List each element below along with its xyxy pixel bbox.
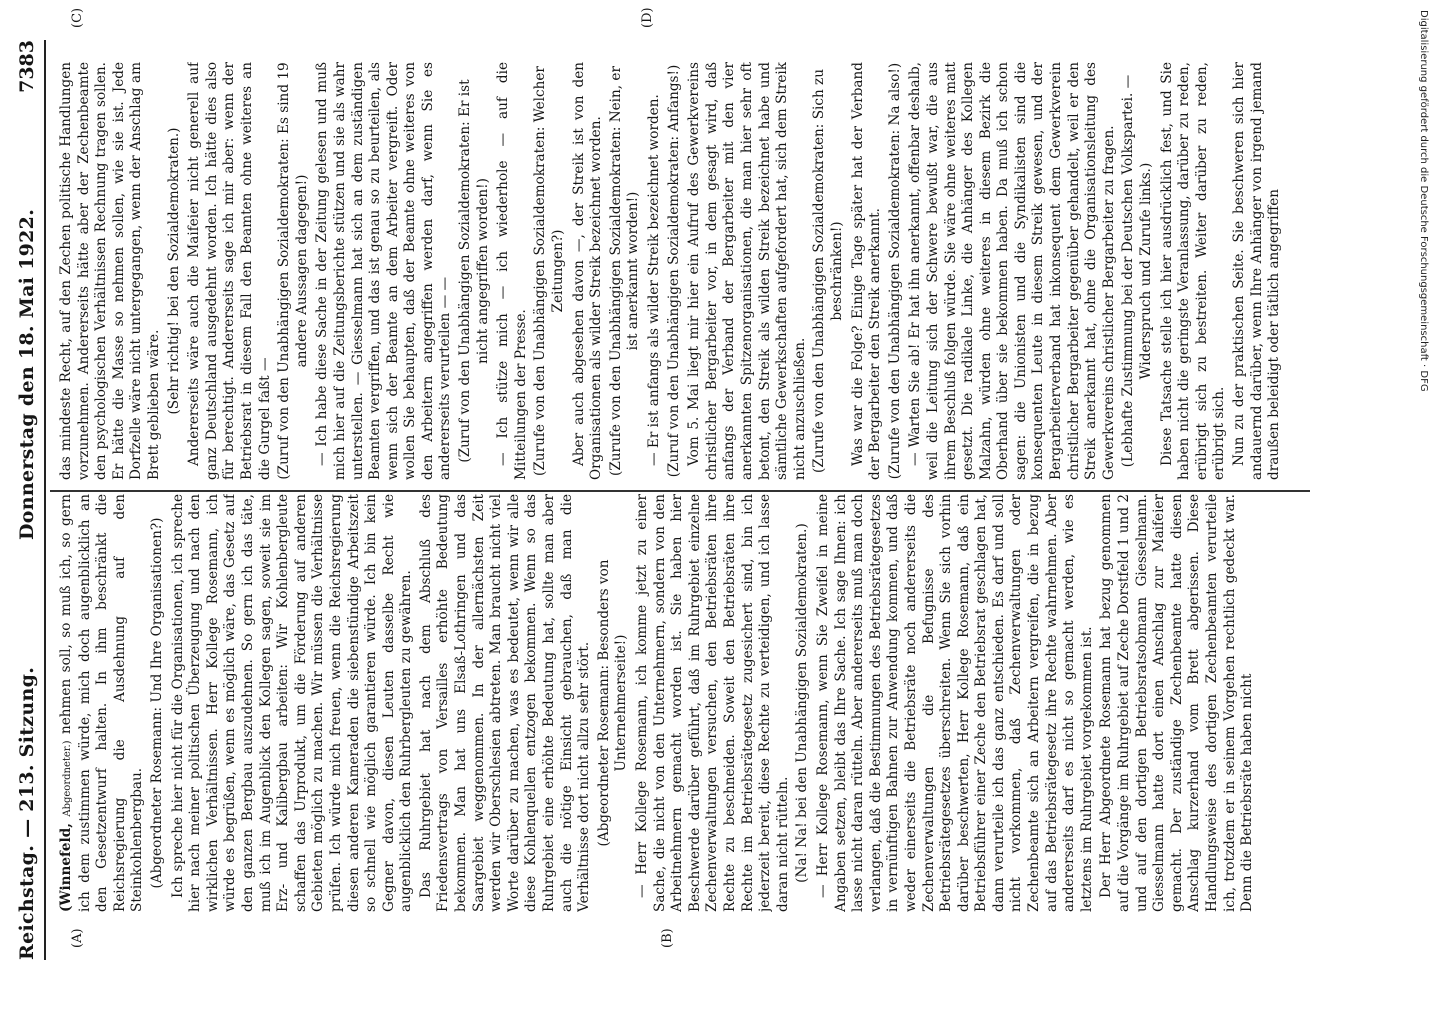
paragraph: Was war die Folge? Einige Tage später hat der Verband der Bergarbeiter den Streik anerkannt. <box>849 62 884 480</box>
paragraph: Ich spreche hier nicht für die Organisationen, ich spreche hier nach meiner politischen Überzeugung und nach den wirklichen Verhältnissen. Herr Kollege Rosemann, ich würde es begrüßen, wenn es möglich wäre, das Gesetz auf den ganzen Bergbau auszudehnen. So gern ich das täte, muß ich im Augenblick den Kollegen sagen, soweit sie im Erz- und Kalibergbau arbeiten: Wir Kohlenbergleute schaffen das Urprodukt, um die Förderung auf anderen Gebieten möglich zu machen. Wir müssen die Verhältnisse prüfen. Ich würde mich freuen, wenn die Reichsregierung diesen anderen Kameraden die siebenstündige Arbeitszeit so schnell wie möglich garantieren würde. Ich bin kein Gegner davon, diesen Leuten dasselbe Recht wie augenblicklich den Ruhrbergleuten zu gewähren. <box>169 494 415 912</box>
interjection: (Abgeordneter Rosemann: Und Ihre Organisationen?) <box>148 517 165 889</box>
paragraph: — Herr Kollege Rosemann, wenn Sie Zweifel in meine Angaben setzen, bleibt das Ihre Sache. Ich sage Ihnen: ich lasse nicht daran rütteln. Aber andererseits muß man doch verlangen, daß die Bestimmungen des Betriebsrätegesetzes in vernünftigen Bahnen zur Anwendung kommen, und daß weder einerseits die Betriebsräte noch andererseits die Zechenverwaltungen die Befugnisse des Betriebsrätegesetzes überschreiten. Wenn Sie sich vorhin darüber beschwerten, Herr Kollege Rosemann, daß ein Betriebsführer einer Zeche den Betriebsrat geschlagen hat, dann verurteile ich das ganz entschieden. Es darf und soll nicht vorkommen, daß Zechenverwaltungen oder Zechenbeamte sich an Arbeitern vergreifen, die in bezug auf das Betriebsrätegesetz ihre Rechte wahrnehmen. Aber andererseits darf es nicht so gemacht werden, wie es letztens im Ruhrgebiet vorgekommen ist. <box>814 494 1095 912</box>
paragraph: Diese Tatsache stelle ich hier ausdrücklich fest, und Sie haben nicht die geringste Veranlassung, darüber zu reden, erübrigt sich zu bestreiten. Weiter darüber zu reden, erübrigt sich. <box>1158 62 1228 480</box>
speaker-name: (Winnefeld, <box>58 823 74 912</box>
speaker-note: Abgeordneter.) <box>62 740 73 817</box>
paragraph: — Herr Kollege Rosemann, ich komme jetzt zu einer Sache, die nicht von den Unternehmern, sondern von den Arbeitnehmern gemacht worden ist. Sie haben hier Beschwerde darüber geführt, daß im Ruhrgebiet einzelne Zechenverwaltungen versuchen, den Betriebsräten ihre Rechte zu beschneiden. Soweit den Betriebsräten ihre Rechte im Betriebsrätegesetz zugesichert sind, bin ich jederzeit bereit, diese Rechte zu verteidigen, und ich lasse daran nicht rütteln. <box>634 494 791 912</box>
running-header <box>14 40 44 960</box>
margin-mark-c: (C) <box>70 7 85 28</box>
right-column <box>58 62 1303 480</box>
paragraph: — Warten Sie ab! Er hat ihn anerkannt, offenbar deshalb, weil die Leitung sich der Schwere bewußt war, die aus ihrem Beschluß folgen würde. Sie wäre ohne weiteres matt gesetzt. Die radikale Linke, die Anhänger des Kollegen Malzahn, würden ohne weiteres in diesem Bezirk die Oberhand über sie bekommen haben. Da muß ich schon sagen: die Unionisten und die Syndikalisten sind die konsequenten Leute in diesem Streik gewesen, und der Bergarbeiterverband hat inkonsequent dem Gewerkverein christlicher Bergarbeiter gegenüber gehandelt, weil er den Streik anerkannt hat, ohne die Organisationsleitung des Gewerkvereins christlicher Bergarbeiter zu fragen. <box>907 62 1117 480</box>
paragraph: Aber auch abgesehen davon —, der Streik ist von den Organisationen als wilder Streik bezeichnet worden. <box>570 62 605 480</box>
interjection: (Abgeordneter Rosemann: Besonders von Unternehmerseite!) <box>595 559 630 847</box>
margin-mark-a: (A) <box>70 928 85 948</box>
header-date: Donnerstag den 18. Mai 1922. <box>16 208 38 540</box>
paragraph: — Ich stütze mich — ich wiederhole — auf die Mitteilungen der Presse. <box>495 62 529 480</box>
interjection: (Lebhafte Zustimmung bei der Deutschen Volkspartei. — Widerspruch und Zurufe links.) <box>1120 74 1155 468</box>
paragraph: Vom 5. Mai liegt mir hier ein Aufruf des Gewerkvereins christlicher Bergarbeiter vor, in dem gesagt wird, daß anfangs der Verband der Bergarbeiter mit den vier anerkannten Spitzenorganisationen, die man hier sehr oft betont, den Streik als wilden Streik bezeichnet habe und sämtliche Gewerkschaften aufgefordert hat, sich dem Streik nicht anzuschließen. <box>686 62 808 480</box>
margin-mark-d: (D) <box>640 7 655 28</box>
interjection: (Zuruf von den Unabhängigen Sozialdemokraten: Es sind 19 andere Aussagen dagegen!) <box>276 62 310 480</box>
interjection: (Na! Na! bei den Unabhängigen Sozialdemokraten.) <box>794 523 811 883</box>
paragraph: Nun zu der praktischen Seite. Sie beschweren sich hier andauernd darüber, wenn Ihre Anhänger von irgend jemand draußen beleidigt oder tätlich angegriffen <box>1231 62 1283 480</box>
interjection: (Sehr richtig! bei den Sozialdemokraten.) <box>165 127 182 415</box>
margin-mark-b: (B) <box>660 928 675 948</box>
interjection: (Zurufe von den Unabhängigen Sozialdemokraten: Welcher Zeitungen?) <box>532 66 567 476</box>
credit-text: Digitalisierung gefördert durch die Deutsche Forschungsgemeinschaft · DFG <box>1418 10 1429 392</box>
paragraph: — Ich habe diese Sache in der Zeitung gelesen und muß mich hier auf die Zeitungsberichte stützen und sie als wahr unterstellen. — Giesselmann hat sich an dem zuständigen Beamten vergriffen, und das ist genau so zu beurteilen, als wenn sich der Beamte an dem Arbeiter vergreift. Oder wollen Sie behaupten, daß der Beamte ohne weiteres von den Arbeitern angegriffen werden darf, wenn Sie es andererseits verurteilen — — <box>314 62 454 480</box>
interjection: (Zuruf von den Unabhängigen Sozialdemokraten: Anfangs!) <box>665 64 682 478</box>
left-column <box>58 494 1303 912</box>
paragraph: Das Ruhrgebiet hat nach dem Abschluß des Friedensvertrags von Versailles erhöhte Bedeutung bekommen. Man hat uns Elsaß-Lothringen und das Saargebiet weggenommen. In der allernächsten Zeit werden wir Oberschlesien abtreten. Man braucht nicht viel Worte darüber zu machen, was es bedeutet, wenn wir alle diese Kohlenquellen entzogen bekommen. Wenn so das Ruhrgebiet eine erhöhte Bedeutung hat, sollte man aber auch die nötige Einsicht gebrauchen, daß man die Verhältnisse dort nicht allzu sehr stört. <box>417 494 593 912</box>
interjection: (Zurufe von den Unabhängigen Sozialdemokraten: Nein, er ist anerkannt worden!) <box>607 66 642 476</box>
paragraph: Der Herr Abgeordnete Rosemann hat bezug genommen auf die Vorgänge im Ruhrgebiet auf Zeche Dorstfeld 1 und 2 und auf den dortigen Betriebsratsobmann Giesselmann. Giesselmann hatte dort einen Anschlag zur Maifeier gemacht. Der zuständige Zechenbeamte hatte diesen Anschlag kurzerhand vom Brett abgerissen. Diese Handlungsweise des dortigen Zechenbeamten verurteile ich, trotzdem er in seinem Vorgehen rechtlich gedeckt war. Denn die Betriebsräte haben nicht <box>1098 494 1256 912</box>
header-rule <box>44 40 46 960</box>
interjection: (Zurufe von den Unabhängigen Sozialdemokraten: Sich zu beschränken!) <box>811 69 845 473</box>
paragraph: das mindeste Recht, auf den Zechen politische Handlungen vorzunehmen. Andererseits hätte aber der Zechenbeamte den psychologischen Verhältnissen Rechnung tragen sollen. Er hätte die Masse so nehmen sollen, wie sie ist. Jede Dorfzelle wäre nicht untergegangen, wenn der Anschlag am Brett geblieben wäre. <box>58 62 162 480</box>
speaker-line <box>58 494 147 912</box>
digitization-credit <box>1408 0 1434 1000</box>
interjection: (Zurufe von den Unabhängigen Sozialdemokraten: Na also!) <box>886 62 903 480</box>
paragraph: nehmen soll, so muß ich, so gern ich dem zustimmen würde, mich doch augenblicklich an den Gesetzentwurf halten. In ihm beschränkt die Reichsregierung die Ausdehnung auf den Steinkohlenbergbau. <box>58 494 146 912</box>
column-rule <box>50 491 1310 493</box>
paragraph: Andererseits wäre auch die Maifeier nicht generell auf ganz Deutschland ausgedehnt worden. Ich hätte dies also für berechtigt. Andererseits sage ich mir aber: wenn der Betriebsrat in diesem Fall den Beamten ohne weiteres an die Gurgel faßt — <box>186 62 273 480</box>
interjection: (Zuruf von den Unabhängigen Sozialdemokraten: Er ist nicht angegriffen worden!) <box>457 79 491 463</box>
paragraph: — Er ist anfangs als wilder Streik bezeichnet worden. <box>646 94 662 466</box>
header-session-title: Reichstag. — 213. Sitzung. <box>16 666 38 960</box>
header-page-number: 7383 <box>16 40 38 93</box>
